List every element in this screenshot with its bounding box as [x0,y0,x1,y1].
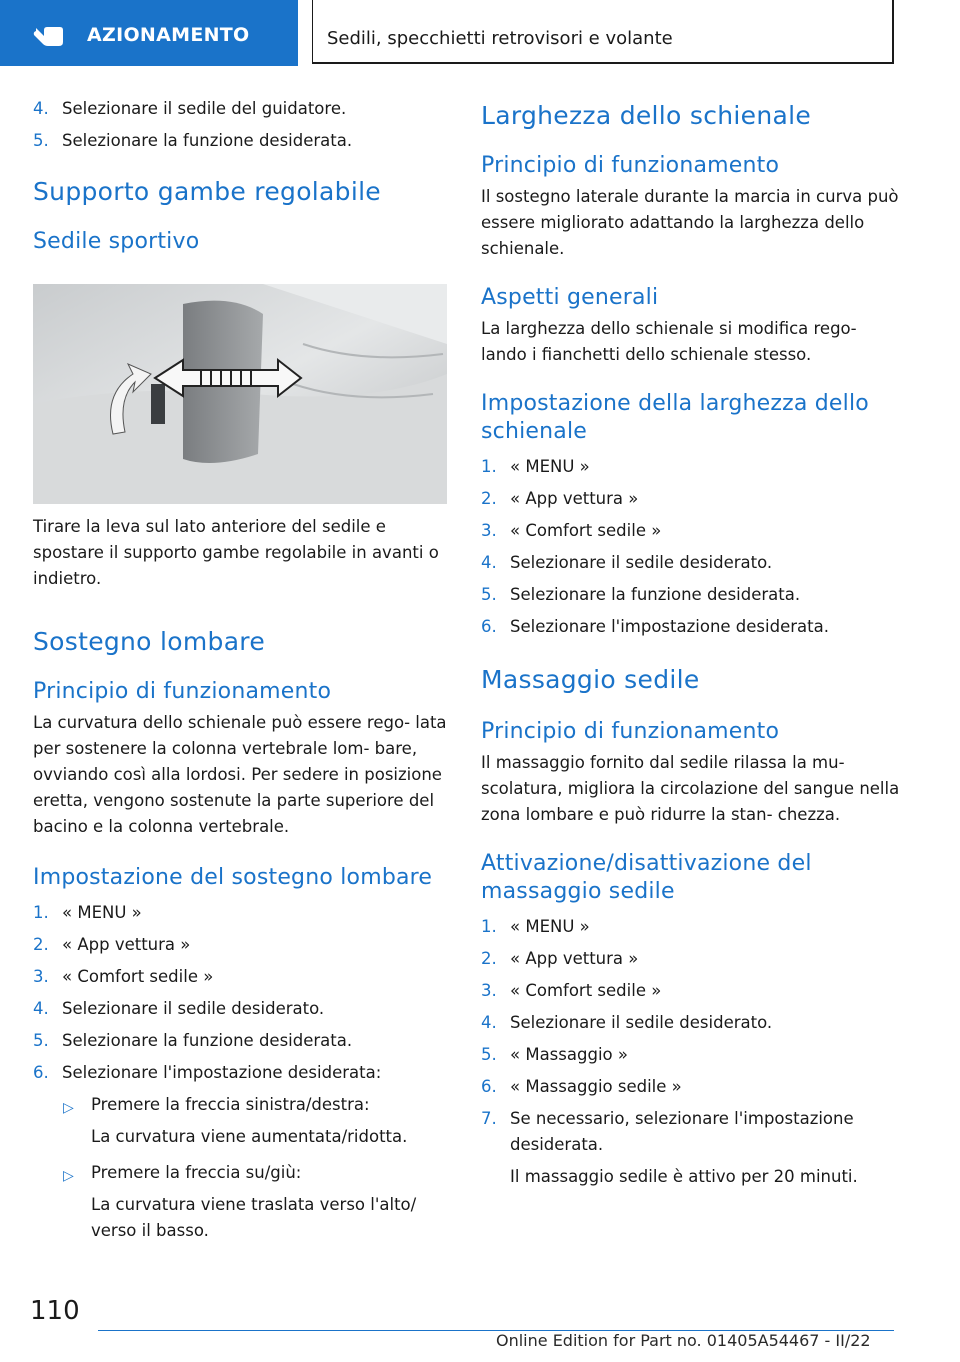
steps-top [33,96,447,154]
chapter-box [312,0,894,64]
chapter-title: Sedili, specchietti retrovisori e volante [327,28,673,49]
heading-principio-right: Principio di funzionamento [481,153,780,178]
triangle-bullet-icon: ▷ [63,1100,74,1116]
list-item: 2. « App vettura » [481,489,639,508]
steps-larghezza [481,454,901,640]
list-item: 3. « Comfort sedile » [33,967,214,986]
list-item: 6. « Massaggio sedile » [481,1077,682,1096]
steps-massaggio [481,914,901,1158]
list-item: 5. « Massaggio » [481,1045,628,1064]
photo-caption: Tirare la leva sul lato anteriore del sedile e spostare il supporto gambe regolabile in avanti o indietro. [33,517,439,588]
list-item: 3. « Comfort sedile » [481,981,662,1000]
list-item: 7. Se necessario, selezionare l'impostazione desiderata. [481,1109,854,1154]
list-item: 4. Selezionare il sedile desiderato. [481,1013,773,1032]
principio-text-right: Il sostegno laterale durante la marcia in curva può essere migliorato adattando la larghezza dello schienale. [481,187,899,258]
list-item: 4. Selezionare il sedile del guidatore. [33,99,347,118]
step7-cont: Il massaggio sedile è attivo per 20 minuti. [510,1167,858,1186]
list-item: 1. « MENU » [481,457,590,476]
massaggio-text: Il massaggio fornito dal sedile rilassa la mu‐ scolatura, migliora la circolazione del sangue nella zona lombare e può ridurre la stan‐ chezza. [481,753,900,824]
sub-item-cont: La curvatura viene traslata verso l'alto/ verso il basso. [91,1195,417,1240]
heading-sostegno-lombare: Sostegno lombare [33,627,266,656]
heading-principio-massaggio: Principio di funzionamento [481,719,780,744]
list-item: 5. Selezionare la funzione desiderata. [481,585,801,604]
heading-sedile-sportivo: Sedile sportivo [33,229,200,254]
heading-principio-left: Principio di funzionamento [33,679,332,704]
list-item: 6. Selezionare l'impostazione desiderata: [33,1063,382,1082]
heading-attivazione: Attivazione/disattivazione del massaggio sedile [481,851,812,904]
list-item: 6. Selezionare l'impostazione desiderata. [481,617,829,636]
right-column [481,100,901,1190]
list-item: 5. Selezionare la funzione desiderata. [33,1031,353,1050]
list-item: 2. « App vettura » [481,949,639,968]
heading-impostazione-lombare: Impostazione del sostegno lombare [33,865,433,890]
triangle-bullet-icon: ▷ [63,1168,74,1184]
left-column [33,96,447,256]
list-item: 1. « MENU » [481,917,590,936]
heading-supporto-gambe: Supporto gambe regolabile [33,177,381,206]
steps-lombare [33,900,447,1086]
sub-item: ▷ Premere la freccia sinistra/destra: [33,1092,447,1118]
hand-pointer-icon [30,20,70,50]
heading-larghezza: Larghezza dello schienale [481,101,812,130]
list-item: 1. « MENU » [33,903,142,922]
sub-item-cont: La curvatura viene aumentata/ridotta. [91,1127,408,1146]
list-item: 4. Selezionare il sedile desiderato. [33,999,325,1018]
list-item: 2. « App vettura » [33,935,191,954]
page-number: 110 [30,1296,80,1326]
section-label: AZIONAMENTO [87,24,250,46]
heading-aspetti: Aspetti generali [481,285,659,310]
heading-massaggio: Massaggio sedile [481,665,700,694]
section-tab [0,0,298,66]
left-column-lower [33,514,447,1244]
principio-text-left: La curvatura dello schienale può essere rego‐ lata per sostenere la colonna vertebrale lom‐ bare, ovviando così alla lordosi. Per sedere in posizione eretta, vengono sostenute la parte superiore del bacino e la colonna vertebrale. [33,713,447,836]
sub-item: ▷ Premere la freccia su/giù: [33,1160,447,1186]
seat-leg-support-photo [33,284,447,504]
list-item: 5. Selezionare la funzione desiderata. [33,131,353,150]
list-item: 4. Selezionare il sedile desiderato. [481,553,773,572]
heading-impostazione-larghezza: Impostazione della larghezza dello schienale [481,391,869,444]
aspetti-text: La larghezza dello schienale si modifica rego‐ lando i fianchetti dello schienale stesso. [481,319,857,364]
list-item: 3. « Comfort sedile » [481,521,662,540]
footer-edition: Online Edition for Part no. 01405A54467 - II/22 [496,1331,871,1350]
